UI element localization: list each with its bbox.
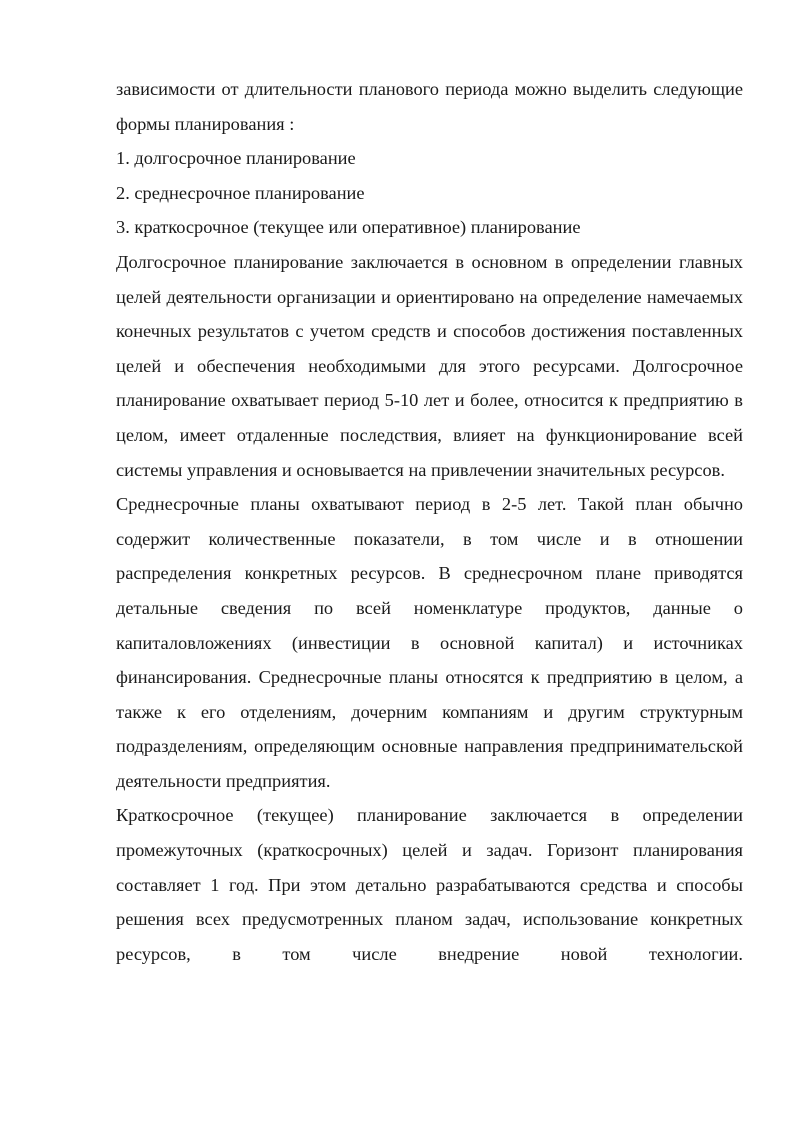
document-body	[116, 72, 743, 971]
list-item-long-term: 1. долгосрочное планирование	[116, 148, 356, 169]
list-item-short-term: 3. краткосрочное (текущее или оперативное) планирование	[116, 217, 581, 238]
paragraph-short-term: Краткосрочное (текущее) планирование заключается в определении промежуточных (краткосрочных) целей и задач. Горизонт планирования составляет 1 год. При этом детально разрабатываются средства и способы решения всех предусмотренных планом задач, использование конкретных ресурсов, в том числе внедрение новой технологии.	[116, 805, 743, 964]
paragraph-mid-term: Среднесрочные планы охватывают период в 2-5 лет. Такой план обычно содержит количественные показатели, в том числе и в отношении распределения конкретных ресурсов. В среднесрочном плане приводятся детальные сведения по всей номенклатуре продуктов, данные о капиталовложениях (инвестиции в основной капитал) и источниках финансирования. Среднесрочные планы относятся к предприятию в целом, а также к его отделениям, дочерним компаниям и другим структурным подразделениям, определяющим основные направления предпринимательской деятельности предприятия.	[116, 494, 743, 791]
paragraph-long-term: Долгосрочное планирование заключается в основном в определении главных целей деятельности организации и ориентировано на определение намечаемых конечных результатов с учетом средств и способов достижения поставленных целей и обеспечения необходимыми для этого ресурсами. Долгосрочное планирование охватывает период 5-10 лет и более, относится к предприятию в целом, имеет отдаленные последствия, влияет на функционирование всей системы управления и основывается на привлечении значительных ресурсов.	[116, 251, 743, 480]
intro-paragraph: зависимости от длительности планового периода можно выделить следующие формы планирования :	[116, 79, 743, 134]
list-item-mid-term: 2. среднесрочное планирование	[116, 182, 365, 203]
